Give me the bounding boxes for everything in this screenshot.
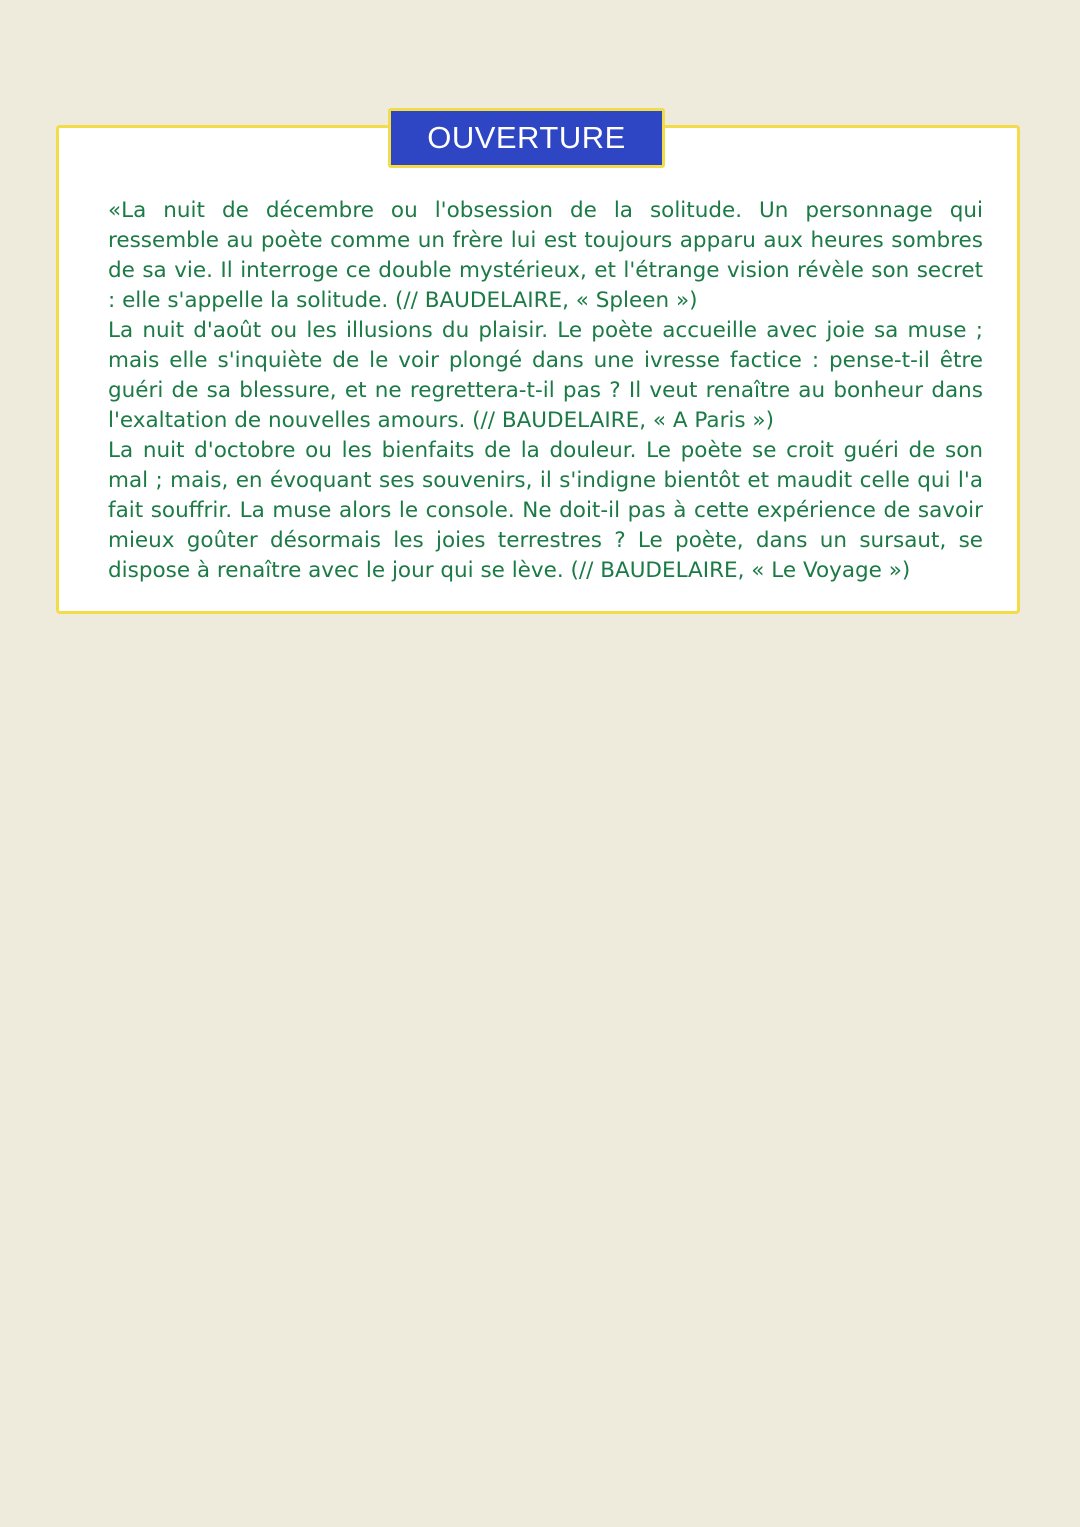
paragraph-decembre: «La nuit de décembre ou l'obsession de la solitude. Un personnage qui ressemble au poète comme un frère lui est toujours apparu aux heures sombres de sa vie. Il interroge ce double mystérieux, et l'étrange vision révèle son secret : elle s'appelle la solitude. (// BAUDELAIRE, « Spleen ») [108, 198, 983, 313]
paragraph-aout: La nuit d'août ou les illusions du plaisir. Le poète accueille avec joie sa muse ; mais elle s'inquiète de le voir plongé dans une ivresse factice : pense-t-il être guéri de sa blessure, et ne regrettera-t-il pas ? Il veut renaître au bonheur dans l'exaltation de nouvelles amours. (// BAUDELAIRE, « A Paris ») [108, 318, 983, 433]
section-title: OUVERTURE [388, 108, 665, 168]
paragraph-octobre: La nuit d'octobre ou les bienfaits de la douleur. Le poète se croit guéri de son mal ; mais, en évoquant ses souvenirs, il s'indigne bientôt et maudit celle qui l'a fait souffrir. La muse alors le console. Ne doit-il pas à cette expérience de savoir mieux goûter désormais les joies terrestres ? Le poète, dans un sursaut, se dispose à renaître avec le jour qui se lève. (// BAUDELAIRE, « Le Voyage ») [108, 438, 983, 583]
section-text [108, 196, 983, 586]
